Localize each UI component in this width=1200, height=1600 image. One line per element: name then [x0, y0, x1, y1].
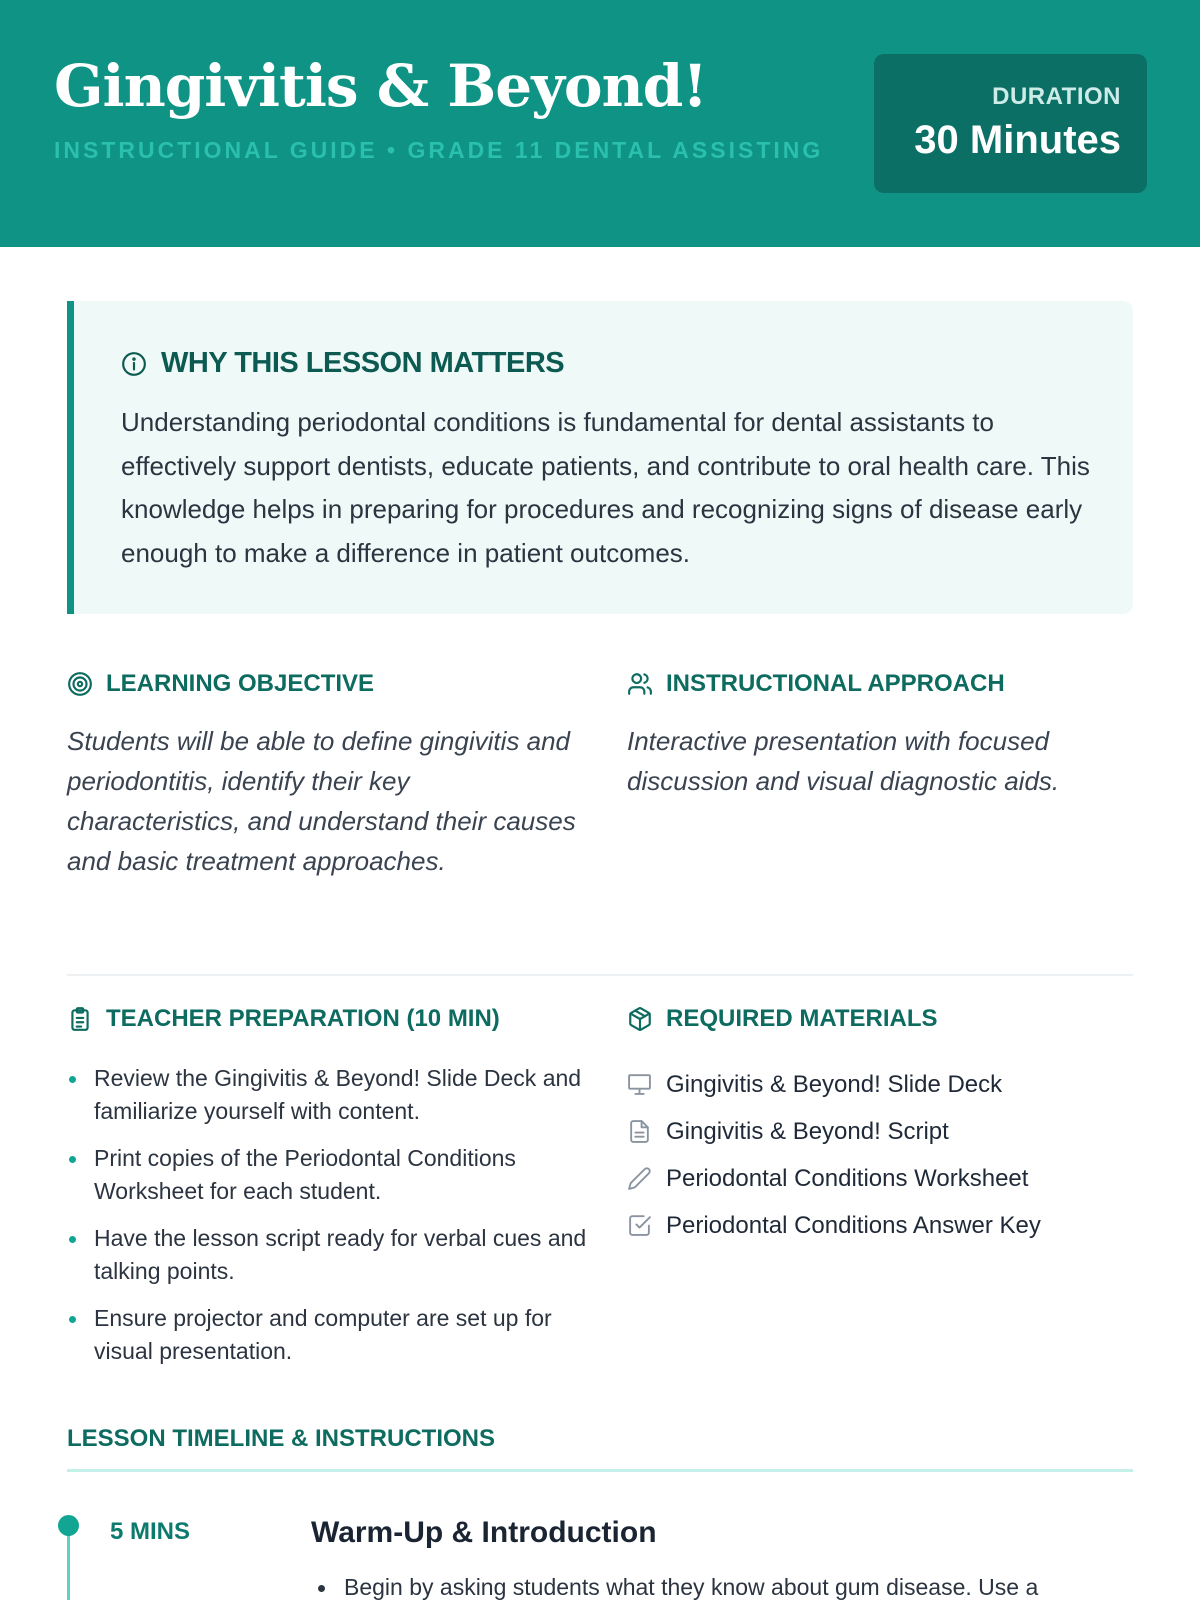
material-item	[627, 1108, 1147, 1155]
materials-heading: REQUIRED MATERIALS	[666, 1005, 938, 1032]
timeline-connector	[67, 1527, 70, 1600]
list-item: Print copies of the Periodontal Conditions Worksheet for each student.	[67, 1142, 587, 1208]
page-subtitle: INSTRUCTIONAL GUIDE • GRADE 11 DENTAL ASSISTING	[54, 137, 824, 163]
list-item: Have the lesson script ready for verbal cues and talking points.	[67, 1222, 587, 1288]
why-heading: WHY THIS LESSON MATTERS	[161, 347, 565, 379]
duration-label: DURATION	[992, 83, 1121, 110]
objective-text: Students will be able to define gingivitis and periodontitis, identify their key characteristics, and understand their causes and basic treatment approaches.	[67, 726, 576, 876]
list-item: Review the Gingivitis & Beyond! Slide Deck and familiarize yourself with content.	[67, 1062, 587, 1128]
approach-heading-row	[627, 670, 1005, 698]
pencil-icon	[627, 1166, 653, 1192]
timeline-step-time: 5 MINS	[110, 1518, 191, 1545]
info-icon	[121, 351, 147, 377]
why-text: Understanding periodontal conditions is fundamental for dental assistants to effectively support dentists, educate patients, and contribute to oral health care. This knowledge helps in preparing for procedures and recognizing signs of disease early enough to make a difference in patient outcomes.	[121, 407, 1090, 568]
duration-value: 30 Minutes	[914, 118, 1121, 162]
presentation-icon	[627, 1072, 653, 1098]
why-callout	[67, 301, 1133, 614]
preparation-heading: TEACHER PREPARATION (10 MIN)	[106, 1005, 500, 1032]
list-item: Ensure projector and computer are set up for visual presentation.	[67, 1302, 587, 1368]
timeline-rule	[67, 1469, 1133, 1472]
why-heading-row	[121, 347, 564, 380]
material-item	[627, 1202, 1147, 1249]
document-icon	[627, 1119, 653, 1145]
materials-heading-row	[627, 1005, 938, 1033]
timeline-step-bullet	[318, 1574, 1098, 1600]
objective-heading: LEARNING OBJECTIVE	[106, 670, 375, 697]
materials-list	[627, 1061, 1147, 1249]
users-icon	[627, 671, 653, 697]
page-header	[0, 0, 1200, 247]
duration-card	[874, 54, 1147, 193]
target-icon	[67, 671, 93, 697]
material-label: Periodontal Conditions Worksheet	[666, 1164, 1029, 1192]
approach-text: Interactive presentation with focused discussion and visual diagnostic aids.	[627, 726, 1060, 796]
material-label: Periodontal Conditions Answer Key	[666, 1211, 1041, 1239]
timeline-step-bullet-text: Begin by asking students what they know about gum disease. Use a	[344, 1574, 1039, 1600]
page-title: Gingivitis & Beyond!	[54, 52, 707, 120]
material-label: Gingivitis & Beyond! Script	[666, 1117, 949, 1145]
section-divider	[67, 974, 1133, 976]
preparation-heading-row	[67, 1005, 500, 1033]
timeline-step-title: Warm-Up & Introduction	[311, 1516, 657, 1549]
objective-heading-row	[67, 670, 374, 698]
check-square-icon	[627, 1213, 653, 1239]
material-item	[627, 1061, 1147, 1108]
preparation-list	[67, 1062, 587, 1382]
timeline-heading: LESSON TIMELINE & INSTRUCTIONS	[67, 1425, 496, 1452]
clipboard-icon	[67, 1006, 93, 1032]
approach-heading: INSTRUCTIONAL APPROACH	[666, 670, 1005, 697]
material-label: Gingivitis & Beyond! Slide Deck	[666, 1070, 1003, 1098]
timeline-dot	[58, 1515, 79, 1536]
material-item	[627, 1155, 1147, 1202]
package-icon	[627, 1006, 653, 1032]
